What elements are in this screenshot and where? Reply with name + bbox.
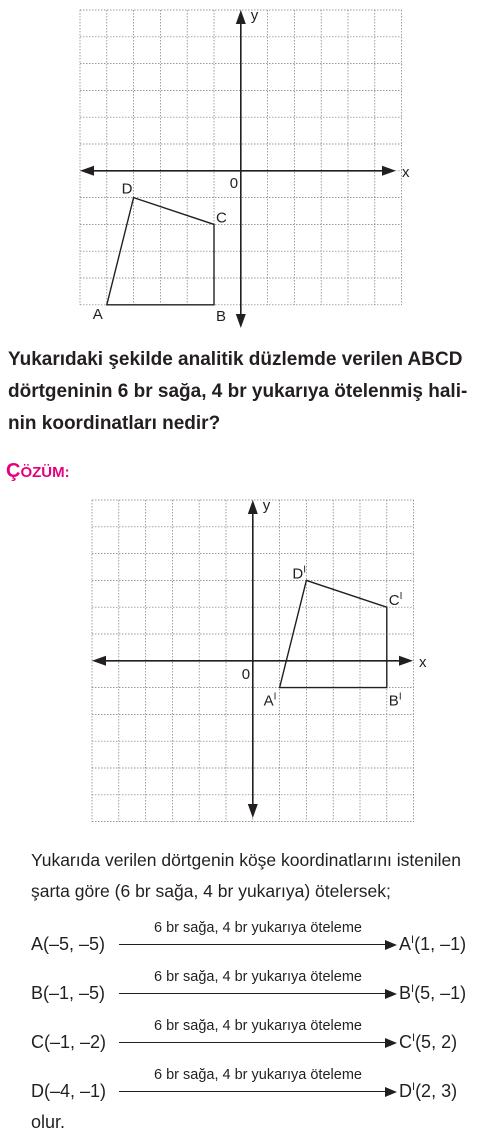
arrow-head-icon <box>385 940 397 950</box>
prime-mark: I <box>412 1032 416 1044</box>
x-axis-right-arrow-icon <box>399 656 413 666</box>
vertex-label-d: D <box>121 180 133 198</box>
arrow-line <box>119 1042 387 1043</box>
arrow-head-icon <box>385 1038 397 1048</box>
coordinate-plane-translated <box>90 498 430 820</box>
solution-heading: ÇÖZÜM: <box>6 460 70 482</box>
x-axis-label: x <box>402 163 410 181</box>
translation-row <box>31 1067 491 1116</box>
y-axis-label: y <box>250 7 259 24</box>
translation-row <box>31 1018 491 1067</box>
original-point: C(–1, –2) <box>31 1032 107 1052</box>
axes <box>80 7 410 328</box>
x-axis-left-arrow-icon <box>92 656 106 666</box>
y-axis-down-arrow-icon <box>248 804 258 818</box>
translated-point-letter: C <box>399 1032 412 1052</box>
vertex-label-c: $C^I$ <box>388 591 403 610</box>
coordinate-plane-original <box>78 8 408 330</box>
arrow-label: 6 br sağa, 4 br yukarıya öteleme <box>154 920 362 936</box>
translated-point-letter: D <box>399 1081 412 1101</box>
translation-list <box>31 920 491 1116</box>
y-axis-down-arrow-icon <box>236 314 246 328</box>
x-axis-right-arrow-icon <box>382 166 396 176</box>
vertex-label-b: B <box>216 307 227 325</box>
axes <box>92 497 427 818</box>
vertex-label-b: $B^I$ <box>388 691 402 710</box>
translated-point-letter: A <box>399 934 412 954</box>
translation-arrow <box>119 1067 397 1099</box>
solution-intro: Yukarıda verilen dörtgenin köşe koordinatlarını istenilen şarta göre (6 br sağa, 4 br yukarıya) ötelersek; <box>31 850 461 901</box>
translation-arrow <box>119 969 397 1001</box>
arrow-head-icon <box>385 1087 397 1097</box>
prime-mark: I <box>412 1081 416 1093</box>
translated-point-coords: (5, –1) <box>414 983 467 1003</box>
translated-point <box>399 934 466 955</box>
translation-row <box>31 920 491 969</box>
arrow-label: 6 br sağa, 4 br yukarıya öteleme <box>154 1018 362 1034</box>
prime-mark: I <box>411 983 415 995</box>
vertex-label-a: A <box>92 305 103 323</box>
original-point: D(–4, –1) <box>31 1081 107 1101</box>
question-text: Yukarıdaki şekilde analitik düzlemde verilen ABCD dörtgeninin 6 br sağa, 4 br yukarıya ötelenmiş halinin koordinatları nedir? <box>8 349 468 434</box>
y-axis-up-arrow-icon <box>248 500 258 514</box>
translation-arrow <box>119 1018 397 1050</box>
vertex-label-d: $D^I$ <box>292 564 307 583</box>
translation-row <box>31 969 491 1018</box>
translated-point-coords: (1, –1) <box>414 934 467 954</box>
prime-mark: I <box>411 934 415 946</box>
prime-mark: I <box>273 691 277 703</box>
arrow-label: 6 br sağa, 4 br yukarıya öteleme <box>154 969 362 985</box>
arrow-line <box>119 944 387 945</box>
translation-arrow <box>119 920 397 952</box>
translated-point-coords: (5, 2) <box>415 1032 458 1052</box>
arrow-line <box>119 993 387 994</box>
translated-point <box>399 983 466 1004</box>
y-axis-label: y <box>262 497 271 514</box>
vertex-label-c: C <box>216 209 227 227</box>
origin-label: 0 <box>241 665 251 683</box>
arrow-head-icon <box>385 989 397 999</box>
original-point: B(–1, –5) <box>31 983 106 1003</box>
prime-mark: I <box>399 591 403 603</box>
translated-point-coords: (2, 3) <box>415 1081 458 1101</box>
x-axis-label: x <box>419 653 427 671</box>
arrow-label: 6 br sağa, 4 br yukarıya öteleme <box>154 1067 362 1083</box>
original-point: A(–5, –5) <box>31 934 106 954</box>
translated-point <box>399 1081 457 1102</box>
translated-point <box>399 1032 457 1053</box>
y-axis-up-arrow-icon <box>236 10 246 24</box>
vertex-label-a: $A^I$ <box>263 691 277 710</box>
translated-point-letter: B <box>399 983 412 1003</box>
prime-mark: I <box>398 691 402 703</box>
prime-mark: I <box>303 564 307 576</box>
origin-label: 0 <box>229 174 239 192</box>
arrow-line <box>119 1091 387 1092</box>
closing-text: olur. <box>31 1112 66 1132</box>
x-axis-left-arrow-icon <box>80 166 94 176</box>
